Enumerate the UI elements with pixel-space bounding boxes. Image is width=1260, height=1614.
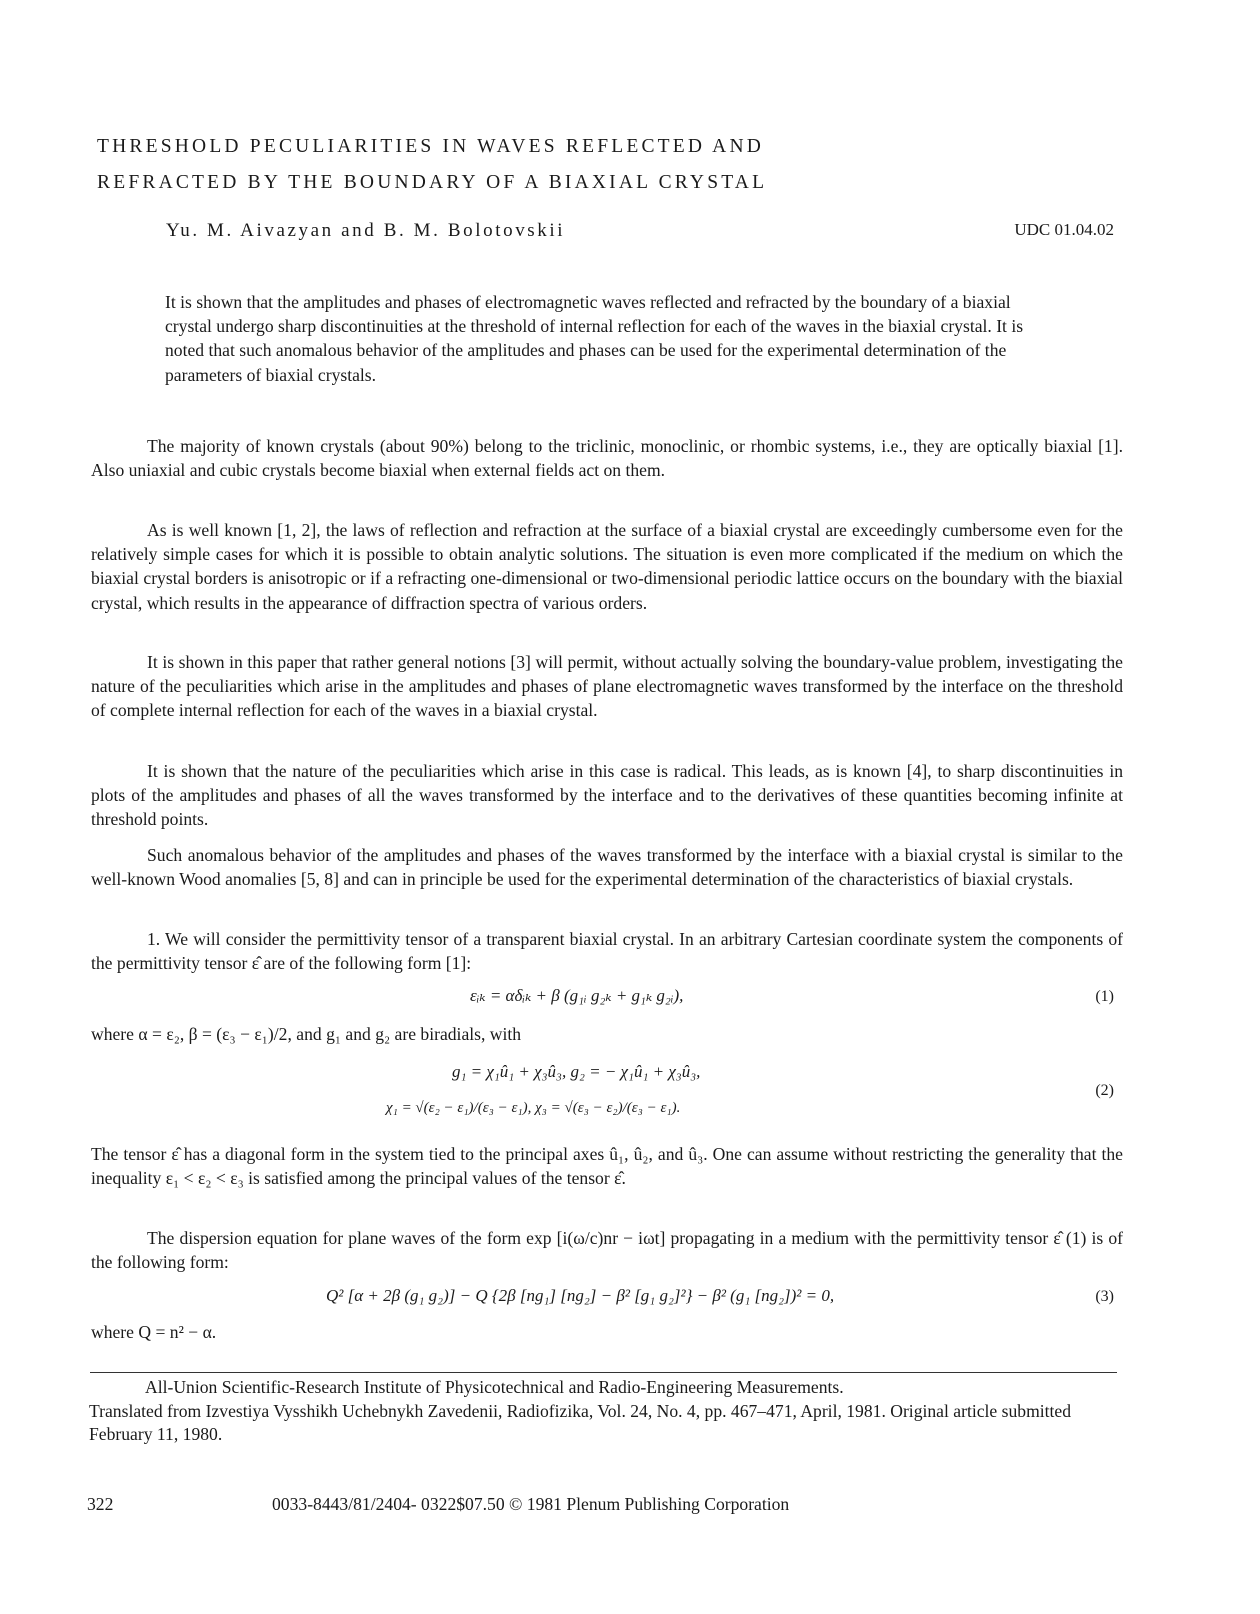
paragraph-1-text: The majority of known crystals (about 90%) belong to the triclinic, monoclinic, or rhombic systems, i.e., they are optically biaxial [1]. Also uniaxial and cubic crystals become biaxial when external fields act on them. — [91, 436, 1123, 481]
paragraph-9-text: The dispersion equation for plane waves of the form exp [i(ω/c)nr − iωt] propagating in a medium with the permittivity tensor ε̂ (1) is of the following form: — [91, 1228, 1123, 1273]
footnote-rule — [90, 1372, 1117, 1373]
footnote-affiliation: All-Union Scientific-Research Institute of Physicotechnical and Radio-Engineering Measurements. — [145, 1377, 844, 1397]
authors: Yu. M. Aivazyan and B. M. Bolotovskii — [166, 220, 566, 241]
equation-2-number: (2) — [1095, 1082, 1114, 1099]
paragraph-7: where α = ε₂, β = (ε₃ − ε₁)/2, and g₁ and g₂ are biradials, with — [91, 1024, 522, 1044]
paragraph-2 — [91, 518, 1123, 615]
abstract: It is shown that the amplitudes and phases of electromagnetic waves reflected and refracted by the boundary of a biaxial crystal undergo sharp discontinuities at the threshold of internal reflection for each of the waves in the biaxial crystal. It is noted that such anomalous behavior of the amplitudes and phases can be used for the experimental determination of the parameters of biaxial crystals. — [165, 292, 1024, 385]
paragraph-10: where Q = n² − α. — [91, 1322, 217, 1342]
equation-1-number: (1) — [1095, 988, 1114, 1005]
equation-3-number: (3) — [1095, 1288, 1114, 1305]
paragraph-4 — [91, 759, 1123, 832]
equation-3: Q² [α + 2β (g₁ g₂)] − Q {2β [ng₁] [ng₂] − β² [g₁ g₂]²} − β² (g₁ [ng₂])² = 0, — [326, 1286, 835, 1305]
equation-2a: g₁ = χ₁û₁ + χ₃û₃, g₂ = − χ₁û₁ + χ₃û₃, — [452, 1062, 701, 1081]
title-line-2: REFRACTED BY THE BOUNDARY OF A BIAXIAL CRYSTAL — [97, 172, 768, 193]
paragraph-6 — [91, 927, 1123, 975]
paragraph-5-text: Such anomalous behavior of the amplitudes and phases of the waves transformed by the interface with a biaxial crystal is similar to the well-known Wood anomalies [5, 8] and can in principle be used for the experimental determination of the characteristics of biaxial crystals. — [91, 845, 1123, 890]
footer-imprint: 0033-8443/81/2404- 0322$07.50 © 1981 Plenum Publishing Corporation — [272, 1494, 790, 1514]
paragraph-5 — [91, 843, 1123, 891]
equation-1: εᵢₖ = αδᵢₖ + β (g₁ᵢ g₂ₖ + g₁ₖ g₂ᵢ), — [470, 986, 684, 1005]
paragraph-1 — [91, 434, 1123, 482]
paragraph-4-text: It is shown that the nature of the peculiarities which arise in this case is radical. This leads, as is known [4], to sharp discontinuities in plots of the amplitudes and phases of all the waves transformed by the interface and to the derivatives of these quantities becoming infinite at threshold points. — [91, 761, 1123, 830]
paragraph-6-text: 1. We will consider the permittivity tensor of a transparent biaxial crystal. In an arbitrary Cartesian coordinate system the components of the permittivity tensor ε̂ are of the following form [1]: — [91, 929, 1123, 974]
page-number: 322 — [87, 1494, 114, 1514]
paragraph-3-text: It is shown in this paper that rather general notions [3] will permit, without actually solving the boundary-value problem, investigating the nature of the peculiarities which arise in the amplitudes and phases of plane electromagnetic waves transformed by the interface on the threshold of complete internal reflection for each of the waves in a biaxial crystal. — [91, 652, 1123, 721]
equation-2b: χ₁ = √(ε₂ − ε₁)/(ε₃ − ε₁), χ₃ = √(ε₃ − ε₂)/(ε₃ − ε₁). — [386, 1100, 681, 1116]
title-line-1: THRESHOLD PECULIARITIES IN WAVES REFLECTED AND — [97, 136, 765, 157]
udc-code: UDC 01.04.02 — [1014, 220, 1114, 239]
footnote — [89, 1376, 1105, 1447]
paragraph-2-text: As is well known [1, 2], the laws of reflection and refraction at the surface of a biaxial crystal are exceedingly cumbersome even for the relatively simple cases for which it is possible to obtain analytic solutions. The situation is even more complicated if the medium on which the biaxial crystal borders is anisotropic or if a refracting one-dimensional or two-dimensional periodic lattice occurs on the boundary with the biaxial crystal, which results in the appearance of diffraction spectra of various orders. — [91, 520, 1123, 613]
paragraph-3 — [91, 650, 1123, 723]
paragraph-9 — [91, 1226, 1123, 1274]
footnote-source: Translated from Izvestiya Vysshikh Uchebnykh Zavedenii, Radiofizika, Vol. 24, No. 4, pp. 467–471, April, 1981. Original article submitted February 11, 1980. — [89, 1400, 1072, 1444]
paragraph-8: The tensor ε̂ has a diagonal form in the system tied to the principal axes û₁, û₂, and û₃. One can assume without restricting the generality that the inequality ε₁ < ε₂ < ε₃ is satisfied among the principal values of the tensor ε̂. — [91, 1144, 1123, 1189]
